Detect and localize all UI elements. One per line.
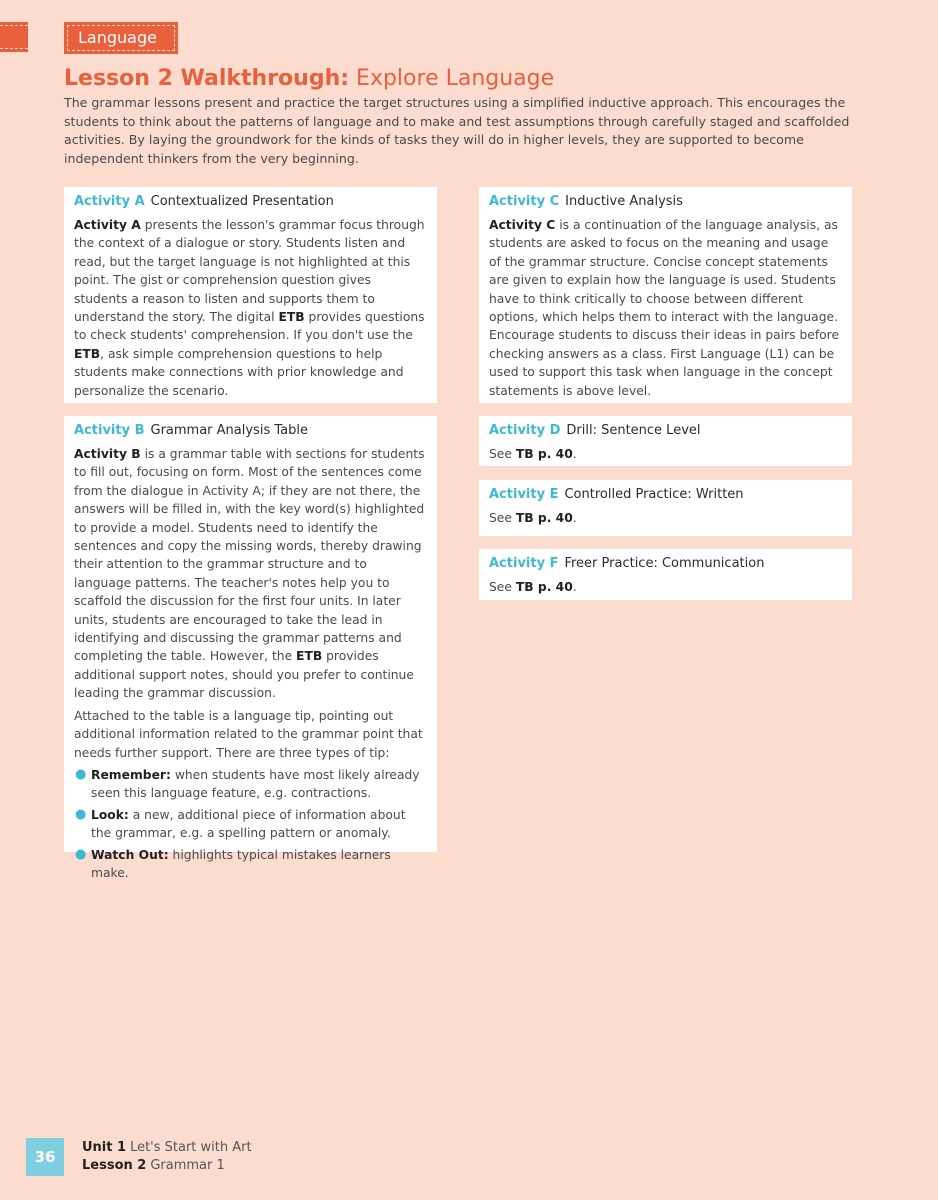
activity-b-heading: Grammar Analysis Table	[150, 423, 308, 438]
activity-c-text: Activity C is a continuation of the language analysis, as students are asked to focus on the meaning and usage of the grammar structure. Concise concept statements are given to explain how the language is used. Students have to think critically to choose between different options, which helps them to interact with the language. Encourage students to discuss their ideas in pairs before checking answers as a class. First Language (L1) can be used to support this task when language in the concept statements is above level.	[489, 218, 840, 398]
activity-b-tip-intro: Attached to the table is a language tip, pointing out additional information related to the grammar point that needs further support. There are three types of tip:	[74, 708, 423, 760]
activity-d-heading: Drill: Sentence Level	[566, 423, 701, 438]
activity-c-label: Activity C	[489, 194, 560, 209]
list-item: ● Look: a new, additional piece of information about the grammar, e.g. a spelling pattern or anomaly.	[75, 806, 406, 841]
activity-f-box	[479, 549, 852, 600]
activity-a-text: Activity A presents the lesson's grammar focus through the context of a dialogue or story. Students listen and read, but the target language is not highlighted at this point. The gist or comprehension question gives students a reason to listen and supports them to understand the story. The digital ETB provides questions to check students' comprehension. If you don't use the ETB, ask simple comprehension questions to help students make connections with prior knowledge and personalize the scenario.	[74, 218, 425, 398]
activity-e-heading: Controlled Practice: Written	[564, 487, 744, 502]
footer-lesson: Lesson 2 Grammar 1	[82, 1158, 225, 1173]
list-item: ● Watch Out: highlights typical mistakes learners make.	[75, 846, 391, 880]
page-title-bold: Lesson 2 Walkthrough:	[64, 66, 350, 91]
activity-a-box	[64, 187, 437, 403]
activity-a-title	[74, 193, 428, 211]
activity-b-text: Activity B is a grammar table with sections for students to fill out, focusing on form. Most of the sentences come from the dialogue in Activity A; if they are not there, the answers will be filled in, with the key word(s) highlighted to provide a model. Students need to identify the sentences and copy the missing words, thereby drawing their attention to the grammar structure and to language patterns. The teacher's notes help you to scaffold the discussion for the first four units. In later units, students are encouraged to take the lead in identifying and discussing the grammar patterns and completing the table. However, the ETB provides additional support notes, should you prefer to continue leading the grammar discussion.	[74, 447, 425, 701]
activity-b-box	[64, 416, 437, 880]
activity-d-text: See TB p. 40.	[489, 447, 577, 461]
list-item: ● Remember: when students have most likely already seen this language feature, e.g. contractions.	[75, 766, 420, 801]
tip-list	[74, 766, 428, 882]
activity-a-heading: Contextualized Presentation	[150, 194, 334, 209]
section-tab	[64, 22, 178, 54]
section-tab-label: Language	[67, 25, 175, 51]
footer-info	[82, 1139, 252, 1175]
activity-f-label: Activity F	[489, 556, 559, 571]
activity-f-text: See TB p. 40.	[489, 580, 577, 594]
header-tab-decoration	[0, 22, 28, 52]
activity-c-box	[479, 187, 852, 403]
activity-b-label: Activity B	[74, 423, 145, 438]
page-title	[64, 66, 554, 91]
footer-unit: Unit 1 Let's Start with Art	[82, 1140, 252, 1155]
activity-e-label: Activity E	[489, 487, 559, 502]
activity-d-label: Activity D	[489, 423, 561, 438]
activity-d-box	[479, 416, 852, 466]
activity-e-box	[479, 480, 852, 536]
activity-f-heading: Freer Practice: Communication	[564, 556, 765, 571]
activity-e-text: See TB p. 40.	[489, 511, 577, 525]
bullet-icon: ●	[75, 766, 87, 782]
activity-f-title	[489, 555, 843, 573]
activity-c-heading: Inductive Analysis	[565, 194, 683, 209]
activity-b-title	[74, 422, 428, 440]
bullet-icon: ●	[75, 846, 87, 862]
activity-a-label: Activity A	[74, 194, 145, 209]
activity-e-title	[489, 486, 843, 504]
page-number: 36	[26, 1138, 64, 1176]
activity-d-title	[489, 422, 843, 440]
intro-paragraph: The grammar lessons present and practice the target structures using a simplified inductive approach. This encourages the students to think about the patterns of language and to make and test assumptions through carefully staged and scaffolded activities. By laying the groundwork for the kinds of tasks they will do in higher levels, they are supported to become independent thinkers from the very beginning.	[64, 95, 850, 166]
bullet-icon: ●	[75, 806, 87, 822]
activity-c-title	[489, 193, 843, 211]
page-title-rest: Explore Language	[356, 66, 555, 91]
